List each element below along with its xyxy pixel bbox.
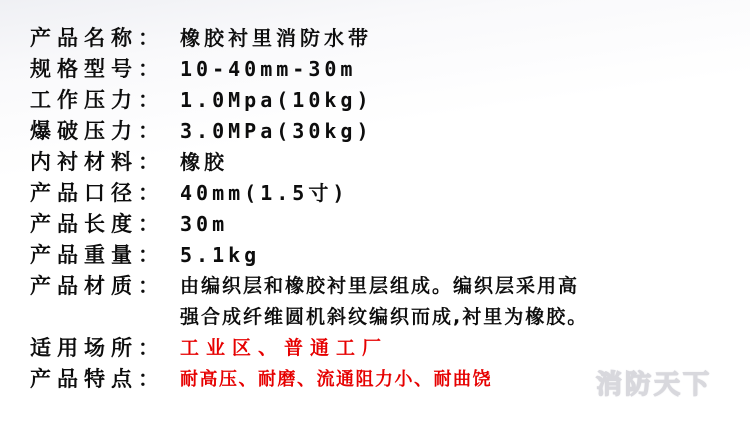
- spec-value: 橡胶: [180, 150, 228, 174]
- material-desc-line-1: 由编织层和橡胶衬里层组成。编织层采用高: [180, 275, 580, 297]
- spec-label: 规格型号：: [30, 57, 165, 81]
- watermark: 消防天下: [596, 370, 713, 400]
- spec-label: 产品名称：: [30, 26, 165, 50]
- spec-value: 1.0Mpa(10kg): [180, 88, 373, 112]
- spec-label: 产品特点：: [30, 367, 165, 391]
- spec-value: 橡胶衬里消防水带: [180, 26, 372, 50]
- spec-value: 40mm(1.5寸): [180, 181, 349, 205]
- spec-label: 产品长度：: [30, 212, 165, 236]
- row-weight: [30, 240, 588, 271]
- row-material: [30, 271, 588, 333]
- spec-value: 30m: [180, 212, 229, 236]
- row-burst-pressure: [30, 116, 588, 147]
- spec-table: [30, 23, 588, 395]
- spec-value: 5.1kg: [180, 243, 261, 267]
- row-length: [30, 209, 588, 240]
- spec-label: 爆破压力：: [30, 119, 165, 143]
- spec-label: 工作压力：: [30, 88, 165, 112]
- spec-value: 工业区、普通工厂: [180, 337, 389, 359]
- row-features: [30, 364, 588, 395]
- row-application: [30, 333, 588, 364]
- spec-value: [180, 271, 588, 333]
- spec-value: 10-40mm-30m: [180, 57, 357, 81]
- spec-value: 3.0MPa(30kg): [180, 119, 373, 143]
- spec-label: 适用场所：: [30, 336, 165, 360]
- row-lining-material: [30, 147, 588, 178]
- row-spec-model: [30, 54, 588, 85]
- spec-label: 产品材质：: [30, 274, 165, 298]
- row-product-name: [30, 23, 588, 54]
- spec-value: 耐高压、耐磨、流通阻力小、耐曲饶: [180, 369, 492, 390]
- spec-label: 内衬材料：: [30, 150, 165, 174]
- row-caliber: [30, 178, 588, 209]
- material-desc-line-2: 强合成纤维圆机斜纹编织而成,衬里为橡胶。: [180, 306, 589, 328]
- row-working-pressure: [30, 85, 588, 116]
- spec-label: 产品口径：: [30, 181, 165, 205]
- spec-label: 产品重量：: [30, 243, 165, 267]
